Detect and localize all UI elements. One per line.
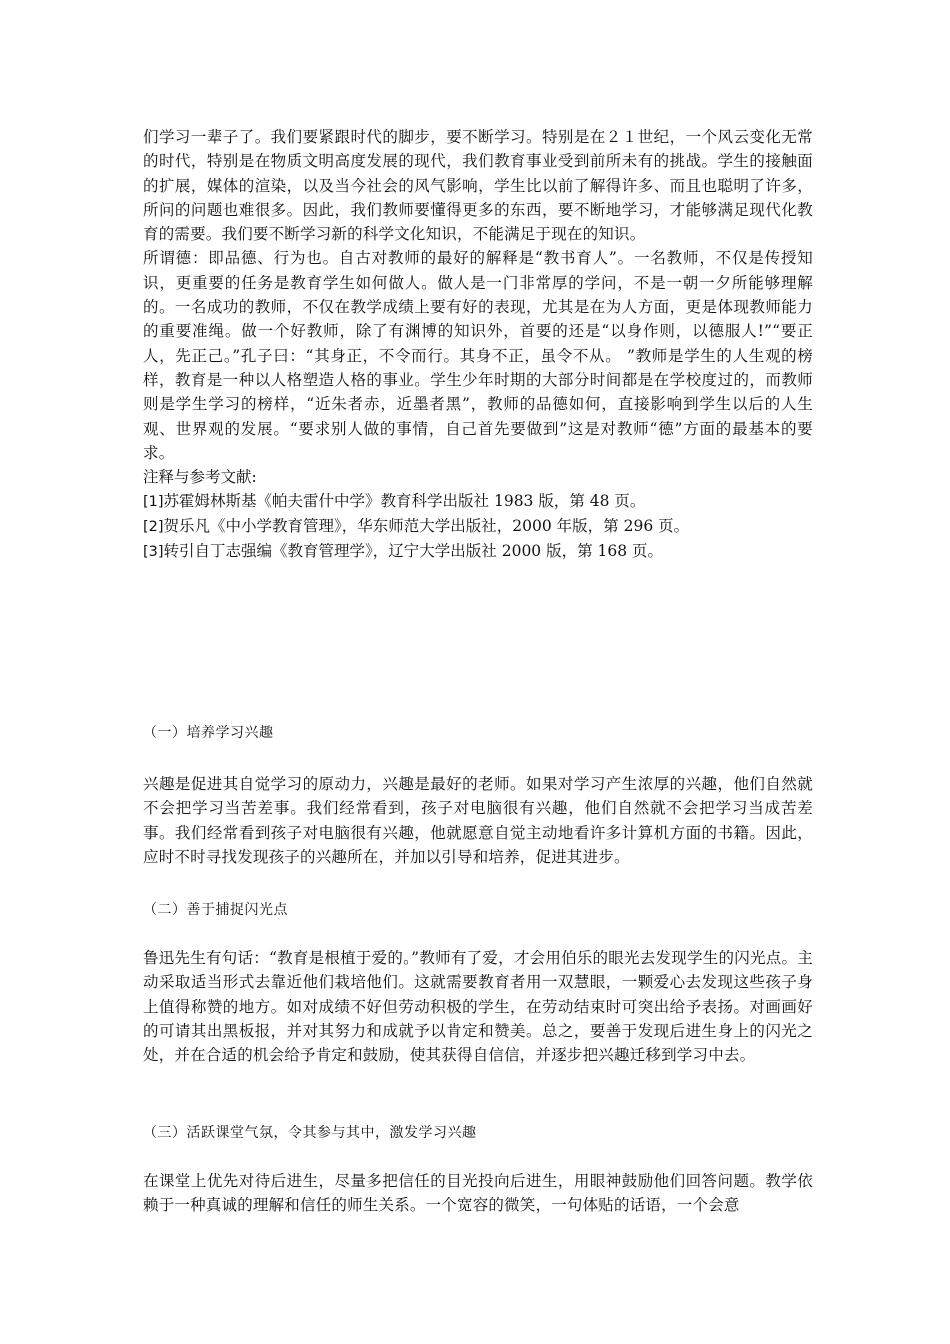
- section-heading-highlights: （二）善于捕捉闪光点: [143, 902, 288, 918]
- section-heading-classroom: （三）活跃课堂气氛，令其参与其中，激发学习兴趣: [143, 1125, 477, 1141]
- section-body-classroom: 在课堂上优先对待后进生，尽量多把信任的目光投向后进生，用眼神鼓励他们回答问题。教学依赖于一种真诚的理解和信任的师生关系。一个宽容的微笑，一句体贴的话语，一个会意: [143, 1172, 813, 1215]
- paragraph-learning: 们学习一辈子了。我们要紧跟时代的脚步，要不断学习。特别是在２１世纪，一个风云变化无常的时代，特别是在物质文明高度发展的现代，我们教育事业受到前所未有的挑战。学生的接触面的扩展，媒体的渲染，以及当今社会的风气影响，学生比以前了解得许多、而且也聪明了许多，所问的问题也难很多。因此，我们教师要懂得更多的东西，要不断地学习，才能够满足现代化教育的需要。我们要不断学习新的科学文化知识，不能满足于现在的知识。: [143, 128, 813, 244]
- references-title: 注释与参考文献:: [143, 468, 257, 487]
- reference-item: [1]苏霍姆林斯基《帕夫雷什中学》教育科学出版社 1983 版，第 48 页。: [143, 492, 646, 511]
- section-body-highlights: 鲁迅先生有句话：“教育是根植于爱的。”教师有了爱，才会用伯乐的眼光去发现学生的闪光点。主动采取适当形式去靠近他们栽培他们。这就需要教育者用一双慧眼，一颗爱心去发现这些孩子身上值得称赞的地方。如对成绩不好但劳动积极的学生，在劳动结束时可突出给予表扬。对画画好的可请其出黑板报，并对其努力和成就予以肯定和赞美。总之，要善于发现后进生身上的闪光之处，并在合适的机会给予肯定和鼓励，使其获得自信信，并逐步把兴趣迁移到学习中去。: [143, 949, 813, 1065]
- section-heading-interest: （一）培养学习兴趣: [143, 725, 274, 741]
- section-body-interest: 兴趣是促进其自觉学习的原动力，兴趣是最好的老师。如果对学习产生浓厚的兴趣，他们自然就不会把学习当苦差事。我们经常看到，孩子对电脑很有兴趣，他们自然就不会把学习当成苦差事。我们经常看到孩子对电脑很有兴趣，他就愿意自觉主动地看许多计算机方面的书籍。因此，应时不时寻找发现孩子的兴趣所在，并加以引导和培养，促进其进步。: [143, 775, 813, 866]
- paragraph-virtue: 所谓德：即品德、行为也。自古对教师的最好的解释是“教书育人”。一名教师，不仅是传授知识，更重要的任务是教育学生如何做人。做人是一门非常厚的学问，不是一朝一夕所能够理解的。一名成功的教师，不仅在教学成绩上要有好的表现，尤其是在为人方面，更是体现教师能力的重要准绳。做一个好教师，除了有渊博的知识外，首要的还是“以身作则，以德服人!”“要正人，先正己。”孔子曰：“其身正，不令而行。其身不正，虽令不从。 ”教师是学生的人生观的榜样，教育是一种以人格塑造人格的事业。学生少年时期的大部分时间都是在学校度过的，而教师则是学生学习的榜样，“近朱者赤，近墨者黑”，教师的品德如何，直接影响到学生以后的人生观、世界观的发展。“要求别人做的事情，自己首先要做到”这是对教师“德”方面的最基本的要求。: [143, 249, 813, 462]
- reference-item: [3]转引自丁志强编《教育管理学》，辽宁大学出版社 2000 版，第 168 页。: [143, 542, 664, 561]
- reference-item: [2]贺乐凡《中小学教育管理》，华东师范大学出版社，2000 年版，第 296 页。: [143, 517, 690, 536]
- top-section: [143, 125, 813, 564]
